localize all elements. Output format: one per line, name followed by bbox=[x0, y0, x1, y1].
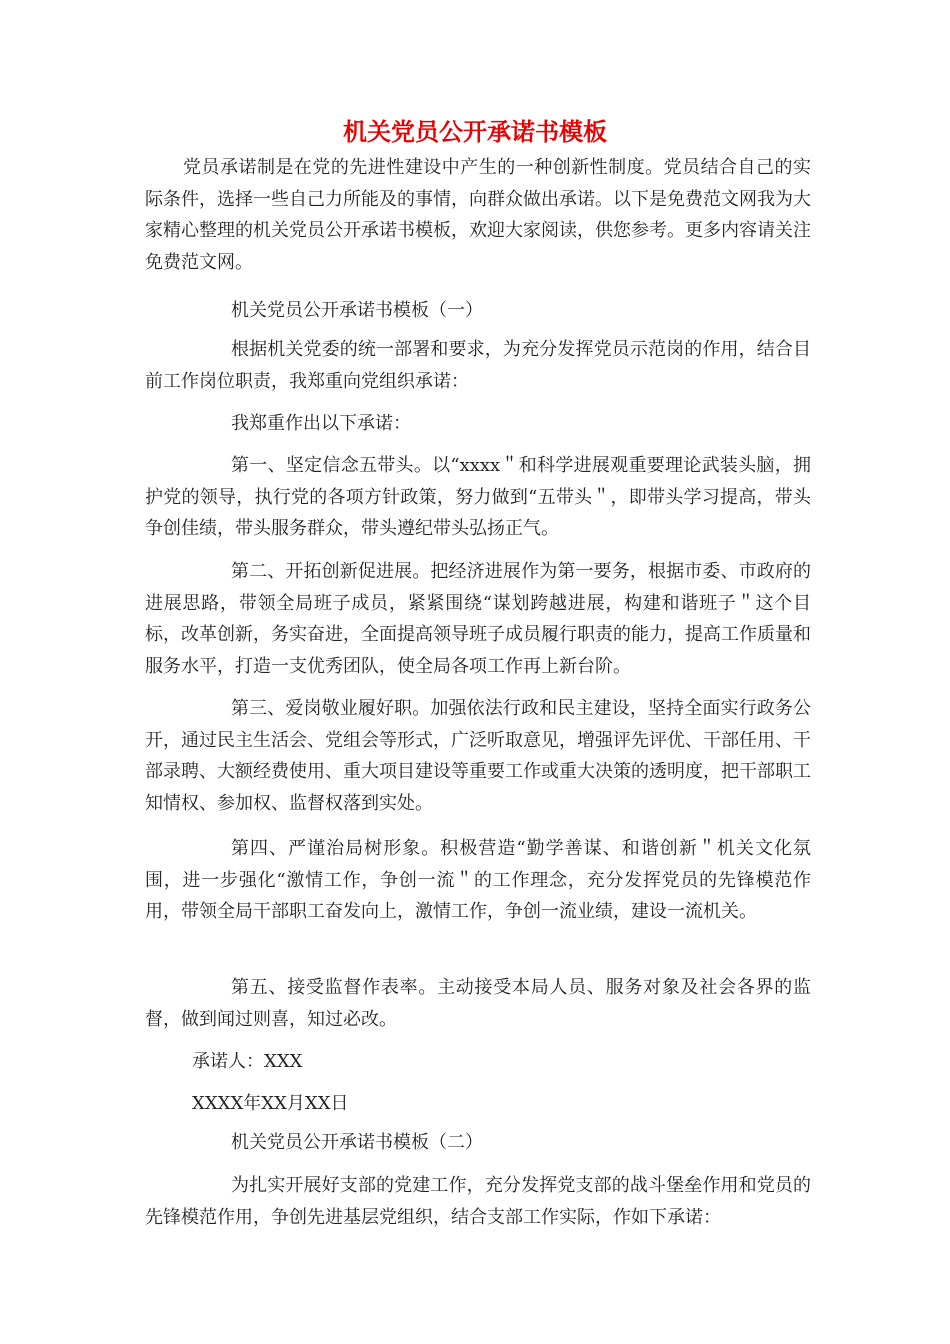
commitment-item-5: 第五、接受监督作表率。主动接受本局人员、服务对象及社会各界的监督，做到闻过则喜，知过必改。 bbox=[145, 977, 811, 1030]
section2-heading: 机关党员公开承诺书模板（二） bbox=[231, 1132, 483, 1153]
signer-line: 承诺人：XXX bbox=[192, 1051, 303, 1072]
section2-paragraph-1: 为扎实开展好支部的党建工作，充分发挥党支部的战斗堡垒作用和党员的先锋模范作用，争创先进基层党组织，结合支部工作实际，作如下承诺： bbox=[145, 1175, 811, 1228]
intro-paragraph: 党员承诺制是在党的先进性建设中产生的一种创新性制度。党员结合自己的实际条件，选择一些自己力所能及的事情，向群众做出承诺。以下是免费范文网我为大家精心整理的机关党员公开承诺书模板，欢迎大家阅读，供您参考。更多内容请关注免费范文网。 bbox=[145, 157, 811, 273]
commitment-item-3: 第三、爱岗敬业履好职。加强依法行政和民主建设，坚持全面实行政务公开，通过民主生活会、党组会等形式，广泛听取意见，增强评先评优、干部任用、干部录聘、大额经费使用、重大项目建设等重要工作或重大决策的透明度，把干部职工知情权、参加权、监督权落到实处。 bbox=[145, 698, 811, 814]
section1-paragraph-1: 根据机关党委的统一部署和要求，为充分发挥党员示范岗的作用，结合目前工作岗位职责，我郑重向党组织承诺： bbox=[145, 339, 811, 392]
document-title: 机关党员公开承诺书模板 bbox=[343, 117, 607, 146]
commitment-item-4: 第四、严谨治局树形象。积极营造“勤学善谋、和谐创新＂机关文化氛围，进一步强化“激情工作，争创一流＂的工作理念，充分发挥党员的先锋模范作用，带领全局干部职工奋发向上，激情工作，争创一流业绩，建设一流机关。 bbox=[145, 838, 811, 922]
section1-paragraph-2: 我郑重作出以下承诺： bbox=[231, 413, 411, 434]
commitment-item-2: 第二、开拓创新促进展。把经济进展作为第一要务，根据市委、市政府的进展思路，带领全局班子成员，紧紧围绕“谋划跨越进展，构建和谐班子＂这个目标，改革创新，务实奋进，全面提高领导班子成员履行职责的能力，提高工作质量和服务水平，打造一支优秀团队，使全局各项工作再上新台阶。 bbox=[145, 561, 811, 677]
commitment-item-1: 第一、坚定信念五带头。以“xxxx＂和科学进展观重要理论武装头脑，拥护党的领导，执行党的各项方针政策，努力做到“五带头＂，即带头学习提高，带头争创佳绩，带头服务群众，带头遵纪带头弘扬正气。 bbox=[145, 455, 811, 539]
date-line: XXXX年XX月XX日 bbox=[192, 1093, 349, 1114]
section1-heading: 机关党员公开承诺书模板（一） bbox=[231, 300, 483, 321]
